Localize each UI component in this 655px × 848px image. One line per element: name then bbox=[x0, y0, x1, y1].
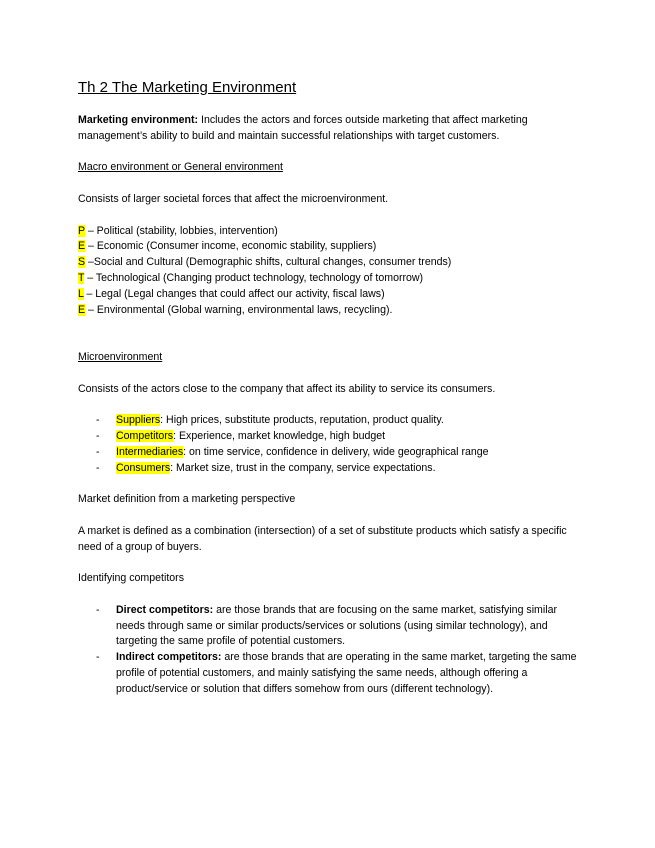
pestel-text: – Technological (Changing product technology, technology of tomorrow) bbox=[84, 271, 424, 284]
dash-bullet: - bbox=[96, 603, 100, 616]
actor-text: : on time service, confidence in delivery, wide geographical range bbox=[183, 445, 489, 458]
list-item bbox=[78, 650, 588, 697]
pestel-text: – Legal (Legal changes that could affect our activity, fiscal laws) bbox=[83, 287, 385, 300]
actor-term: Intermediaries bbox=[116, 445, 184, 458]
pestel-text: –Social and Cultural (Demographic shifts, cultural changes, consumer trends) bbox=[85, 256, 452, 269]
pestel-text: – Environmental (Global warning, environmental laws, recycling). bbox=[85, 303, 393, 316]
micro-heading: Microenvironment bbox=[78, 350, 163, 363]
macro-description: Consists of larger societal forces that affect the microenvironment. bbox=[78, 192, 389, 205]
pestel-letter: E bbox=[78, 303, 86, 316]
dash-bullet: - bbox=[96, 429, 100, 442]
actor-term: Consumers bbox=[116, 461, 171, 474]
intro-definition: Includes the actors and forces outside marketing that affect marketing management’s ability to build and maintain successful relationships with target customers. bbox=[78, 114, 528, 142]
competitor-term: Direct competitors: bbox=[116, 603, 214, 616]
actor-term: Competitors bbox=[116, 429, 174, 442]
actor-text: : Market size, trust in the company, service expectations. bbox=[170, 461, 436, 474]
pestel-item bbox=[78, 224, 588, 240]
pestel-item bbox=[78, 303, 588, 319]
list-item bbox=[78, 461, 588, 477]
actor-term: Suppliers bbox=[116, 414, 161, 427]
dash-bullet: - bbox=[96, 414, 100, 427]
pestel-item bbox=[78, 239, 588, 255]
list-item bbox=[78, 603, 588, 650]
dash-bullet: - bbox=[96, 651, 100, 664]
competitor-term: Indirect competitors: bbox=[116, 651, 222, 664]
pestel-item bbox=[78, 255, 588, 271]
pestel-text: – Political (stability, lobbies, intervention) bbox=[84, 224, 278, 237]
competitors-heading: Identifying competitors bbox=[78, 572, 184, 585]
document-page bbox=[78, 78, 588, 697]
pestel-text: – Economic (Consumer income, economic stability, suppliers) bbox=[85, 240, 377, 253]
micro-description: Consists of the actors close to the company that affect its ability to service its consumers. bbox=[78, 382, 496, 395]
pestel-letter: S bbox=[78, 256, 86, 269]
list-item bbox=[78, 429, 588, 445]
intro-paragraph bbox=[78, 113, 588, 145]
competitor-text: are those brands that are operating in the same market, targeting the same profile of potential customers, and mainly satisfying the same needs, although offering a product/service or solution that differs somehow from ours (different technology). bbox=[116, 651, 577, 695]
market-definition-heading: Market definition from a marketing perspective bbox=[78, 493, 296, 506]
pestel-item bbox=[78, 271, 588, 287]
market-definition-text: A market is defined as a combination (intersection) of a set of substitute products which satisfy a specific need of a group of buyers. bbox=[78, 524, 567, 553]
pestel-letter: L bbox=[78, 287, 84, 300]
actor-text: : High prices, substitute products, reputation, product quality. bbox=[160, 414, 444, 427]
pestel-letter: P bbox=[78, 224, 85, 237]
page-title: Th 2 The Marketing Environment bbox=[78, 79, 297, 96]
pestel-letter: E bbox=[78, 240, 86, 253]
pestel-list bbox=[78, 224, 588, 319]
pestel-item bbox=[78, 287, 588, 303]
actor-text: : Experience, market knowledge, high budget bbox=[173, 429, 386, 442]
competitors-list bbox=[78, 603, 588, 698]
competitor-text: are those brands that are focusing on the same market, satisfying similar needs through same or similar products/services or solutions (using similar technology), and targeting the same profile of potential customers. bbox=[116, 603, 558, 648]
pestel-letter: T bbox=[78, 271, 85, 284]
dash-bullet: - bbox=[96, 445, 100, 458]
actors-list bbox=[78, 413, 588, 476]
list-item bbox=[78, 413, 588, 429]
list-item bbox=[78, 445, 588, 461]
dash-bullet: - bbox=[96, 461, 100, 474]
macro-heading: Macro environment or General environment bbox=[78, 161, 283, 174]
intro-term: Marketing environment: bbox=[78, 114, 199, 126]
